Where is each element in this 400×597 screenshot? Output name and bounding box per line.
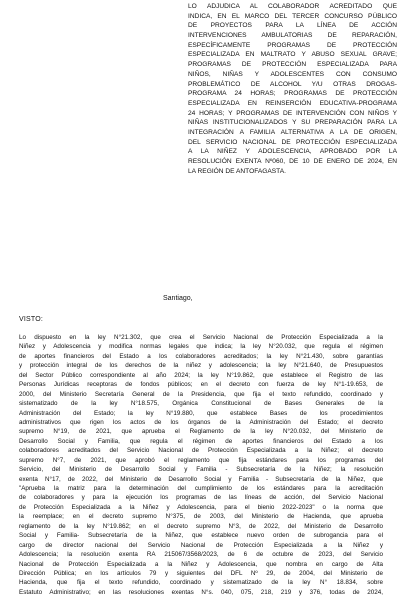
body-line: Nacional de Protección Especializada a la Niñez y Adolescencia, que nombra en cargo de Alta	[19, 560, 383, 568]
summary-line: DE PROYECTOS PARA LA LÍNEA DE ACCIÓN	[188, 22, 397, 30]
summary-line: PROBLEMÁTICO DE ALCOHOL Y/U OTRAS DROGAS-	[188, 80, 397, 88]
summary-line: INTEGRACIÓN A FAMILIA ALTERNATIVA A LA DE ORIGEN,	[188, 128, 397, 136]
body-line: administrativos que rigen los actos de los órganos de la Administración del Estado; el decreto	[19, 418, 383, 426]
summary-line: INDICA, EN EL MARCO DEL TERCER CONCURSO PÚBLICO	[188, 12, 397, 20]
body-line: "Aprueba la matriz para la determinación del cumplimiento de los estándares para la acreditación	[19, 485, 383, 492]
body-line: de aportes financieros del Estado a los colaboradores acreditados; la ley N°21.430, sobre garantías	[19, 352, 383, 360]
summary-line: LO ADJUDICA AL COLABORADOR ACREDITADO QUE	[188, 3, 397, 10]
body-line: Lo dispuesto en la ley N°21.302, que crea el Servicio Nacional de Protección Especializada a la	[19, 334, 383, 341]
body-line: Estatuto Administrativo; en las resoluciones exentas N°s. 040, 075, 218, 219 y 376, todas de 2024,	[19, 588, 383, 596]
body-line: exenta N°17, de 2022, del Ministerio de Desarrollo Social y Familia - Subsecretaría de la Niñez, que	[19, 475, 383, 483]
body-line: Niñez y Adolescencia y modifica normas legales que indica; la ley N°20.032, que regula el régimen	[19, 343, 383, 351]
body-line: colaboradores acreditados del Servicio Nacional de Protección Especializada a la Niñez; el decreto	[19, 447, 383, 455]
body-line: la reemplace; en el decreto supremo N°375, de 2003, del Ministerio de Hacienda, que aprueba	[19, 513, 383, 521]
summary-line: ESPECÍFICAMENTE PROGRAMAS DE PROTECCIÓN	[188, 41, 397, 49]
body-line: de Protección Especializada a la Niñez y Adolescencia, para el bienio 2022-2023" o la norma que	[19, 503, 383, 511]
body-line: sistematizado de la ley N°18.575, Orgánica Constitucional de Bases Generales de la	[19, 400, 383, 408]
visto-paragraph	[19, 333, 383, 597]
body-line: Servicio, del Ministerio de Desarrollo Social y Familia - Subsecretaría de la Niñez; la resolución	[19, 466, 383, 474]
body-line: Hacienda, que fija el texto refundido, coordinado y sistematizado de la ley N° 18.834, sobre	[19, 579, 383, 587]
summary-line: A LA NIÑEZ Y ADOLESCENCIA, APROBADO POR LA	[188, 148, 397, 156]
body-line: de colaboradores y para la ejecución los programas de las líneas de acción, del Servicio Nacional	[19, 494, 383, 502]
body-line: y protección integral de los derechos de la niñez y adolescencia; la ley N°21.640, de Presupuestos	[19, 362, 383, 370]
body-line: Desarrollo Social y Familia, que regula el régimen de aportes financieros del Estado a los	[19, 437, 383, 445]
summary-line: LA REGIÓN DE ANTOFAGASTA.	[188, 167, 286, 175]
summary-line: 24 HORAS; Y PROGRAMAS DE INTERVENCIÓN CON NIÑOS Y	[188, 109, 397, 117]
resolution-summary	[188, 2, 397, 176]
summary-line: ESPECIALIZADA EN MALTRATO Y ABUSO SEXUAL GRAVE;	[188, 51, 397, 59]
place-date: Santiago,	[163, 295, 193, 302]
body-line: supremo N°19, de 2021, que aprueba el Reglamento de la ley N°20.032, del Ministerio de	[19, 428, 383, 436]
section-title-visto: VISTO:	[19, 316, 44, 323]
summary-line: ESPECIALIZADA EN REINSERCIÓN EDUCATIVA-PROGRAMA	[188, 99, 397, 107]
summary-line: INTERVENCIONES AMBULATORIAS DE REPARACIÓN,	[188, 32, 397, 40]
body-line: del Sector Público correspondiente al año 2024; la ley N°19.862, que establece el Registro de las	[19, 371, 383, 379]
summary-line: PROGRAMAS DE PROTECCIÓN ESPECIALIZADA PARA	[188, 61, 397, 69]
summary-line: NIÑAS INSTITUCIONALIZADOS Y SU PREPARACIÓN PARA LA	[188, 119, 397, 127]
summary-line: NIÑOS, NIÑAS Y ADOLESCENTES CON CONSUMO	[188, 70, 397, 78]
body-line: Personas Jurídicas receptoras de fondos públicos; en el decreto con fuerza de ley N°1-19.653, de	[19, 381, 383, 389]
body-line: 2000, del Ministerio Secretaría General de la Presidencia, que fija el texto refundido, coordinado y	[19, 390, 383, 398]
body-line: supremo N°7, de 2021, que aprobó el reglamento que fija estándares para los programas del	[19, 456, 383, 464]
body-line: Dirección Pública; en los artículos 79 y siguientes del DFL Nº 29, de 2004, del Ministerio de	[19, 569, 383, 577]
body-line: cargo de director nacional del Servicio Nacional de Protección Especializada a la Niñez y	[19, 541, 383, 549]
body-line: reglamento de la ley N°19.862; en el decreto supremo N°3, de 2022, del Ministerio de Desarrollo	[19, 522, 383, 530]
body-line: Adolescencia; la resolución exenta RA 215067/3568/2023, de 6 de octubre de 2023, del Servicio	[19, 551, 383, 559]
summary-line: PROGRAMA 24 HORAS; PROGRAMAS DE PROTECCIÓN	[188, 90, 397, 98]
body-line: Administración del Estado; la ley N°19.880, que establece Bases de los procedimientos	[19, 409, 383, 417]
summary-line: DEL SERVICIO NACIONAL DE PROTECCIÓN ESPECIALIZADA	[188, 138, 397, 146]
summary-line: RESOLUCIÓN EXENTA Nº060, DE 10 DE ENERO DE 2024, EN	[188, 158, 397, 165]
body-line: Social y Familia- Subsecretaría de la Niñez, que establece nuevo orden de subrogancia para el	[19, 532, 383, 540]
